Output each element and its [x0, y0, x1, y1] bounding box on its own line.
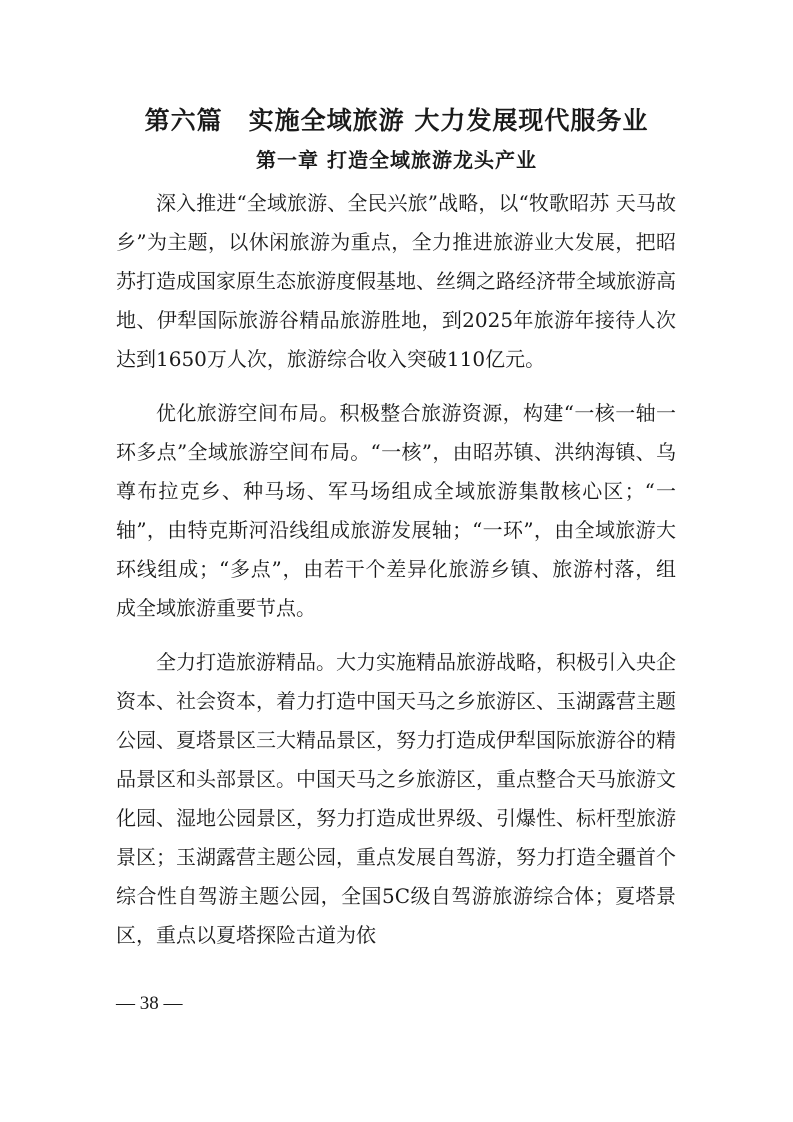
paragraph-tourism-boutique [116, 643, 676, 955]
paragraph-spatial-layout [116, 394, 676, 628]
paragraph-text: 积极整合旅游资源，构建“一核一轴一环多点”全域旅游空间布局。“一核”，由昭苏镇、洪纳海镇、乌尊布拉克乡、种马场、军马场组成全域旅游集散核心区；“一轴”，由特克斯河沿线组成旅游发展轴；“一环”，由全域旅游大环线组成；“多点”，由若干个差异化旅游乡镇、旅游村落，组成全域旅游重要节点。 [116, 401, 676, 620]
paragraph-text: 大力实施精品旅游战略，积极引入央企资本、社会资本，着力打造中国天马之乡旅游区、玉湖露营主题公园、夏塔景区三大精品景区，努力打造成伊犁国际旅游谷的精品景区和头部景区。中国天马之乡旅游区，重点整合天马旅游文化园、湿地公园景区，努力打造成世界级、引爆性、标杆型旅游景区；玉湖露营主题公园，重点发展自驾游，努力打造全疆首个综合性自驾游主题公园，全国5C级自驾游旅游综合体；夏塔景区，重点以夏塔探险古道为依 [116, 650, 676, 947]
part-title: 第六篇 实施全域旅游 大力发展现代服务业 [144, 106, 649, 135]
paragraph-lead: 优化旅游空间布局。 [156, 401, 340, 425]
paragraph-intro [116, 184, 676, 379]
page-number: — 38 — [116, 993, 183, 1014]
body-text [116, 184, 676, 970]
paragraph-lead: 全力打造旅游精品。 [156, 650, 336, 674]
chapter-title: 第一章 打造全域旅游龙头产业 [256, 148, 537, 172]
paragraph-text: 深入推进“全域旅游、全民兴旅”战略，以“牧歌昭苏 天马故乡”为主题，以休闲旅游为重点，全力推进旅游业大发展，把昭苏打造成国家原生态旅游度假基地、丝绸之路经济带全域旅游高地、伊犁国际旅游谷精品旅游胜地，到2025年旅游年接待人次达到1650万人次，旅游综合收入突破110亿元。 [116, 191, 676, 371]
